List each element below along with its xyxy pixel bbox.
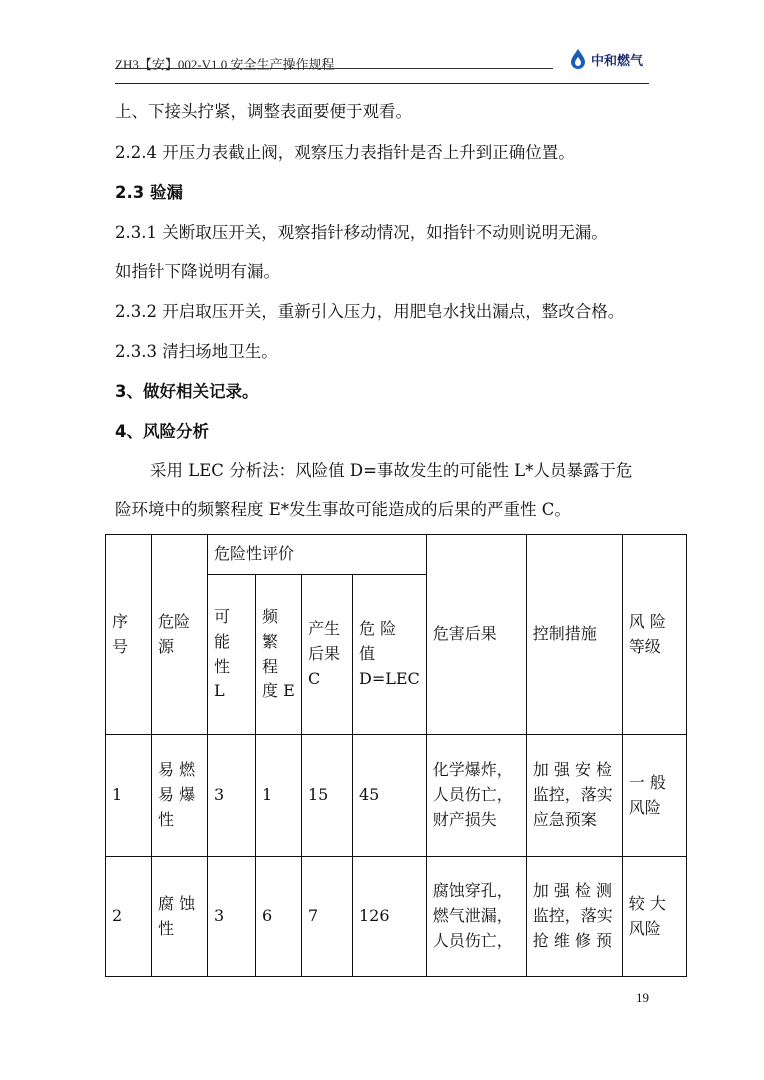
header-D: 危 险 值 D=LEC bbox=[353, 575, 427, 735]
paragraph-2: 2.2.4 开压力表截止阀，观察压力表指针是否上升到正确位置。 bbox=[115, 143, 575, 162]
cell-consequence: 化学爆炸， 人员伤亡， 财产损失 bbox=[426, 735, 526, 857]
paragraph-4: 如指针下降说明有漏。 bbox=[115, 262, 280, 281]
cell-level: 一 般 风险 bbox=[622, 735, 686, 857]
header-E: 频 繁 程 度 E bbox=[256, 575, 302, 735]
paragraph-7: 采用 LEC 分析法：风险值 D=事故发生的可能性 L*人员暴露于危 bbox=[150, 461, 633, 480]
cell-C: 15 bbox=[302, 735, 353, 857]
section-heading-3: 3、做好相关记录。 bbox=[115, 382, 259, 401]
header-eval-group: 危险性评价 bbox=[208, 535, 427, 575]
cell-consequence: 腐蚀穿孔， 燃气泄漏， 人员伤亡， bbox=[426, 857, 526, 977]
page-number: 19 bbox=[636, 990, 649, 1005]
cell-measures: 加 强 安 检 监控，落实 应急预案 bbox=[526, 735, 622, 857]
cell-C: 7 bbox=[302, 857, 353, 977]
header-underline bbox=[115, 68, 553, 69]
section-heading-2-3: 2.3 验漏 bbox=[115, 183, 183, 202]
cell-level: 较 大 风险 bbox=[622, 857, 686, 977]
header-level: 风 险 等级 bbox=[622, 535, 686, 735]
header-L: 可 能 性 L bbox=[208, 575, 256, 735]
header-consequence: 危害后果 bbox=[426, 535, 526, 735]
header-C: 产生 后果 C bbox=[302, 575, 353, 735]
paragraph-5: 2.3.2 开启取压开关，重新引入压力，用肥皂水找出漏点，整改合格。 bbox=[115, 302, 625, 321]
cell-seq: 1 bbox=[106, 735, 152, 857]
cell-L: 3 bbox=[208, 735, 256, 857]
risk-analysis-table bbox=[105, 534, 687, 977]
table-row bbox=[106, 857, 687, 977]
doc-code: ZH3【安】002-V1.0 安全生产操作规程 bbox=[115, 57, 335, 72]
header-hazard: 危险 源 bbox=[152, 535, 208, 735]
cell-D: 45 bbox=[353, 735, 427, 857]
cell-hazard: 腐 蚀 性 bbox=[152, 857, 208, 977]
cell-E: 6 bbox=[256, 857, 302, 977]
cell-E: 1 bbox=[256, 735, 302, 857]
paragraph-3: 2.3.1 关断取压开关，观察指针移动情况，如指针不动则说明无漏。 bbox=[115, 223, 608, 242]
header-measures: 控制措施 bbox=[526, 535, 622, 735]
paragraph-8: 险环境中的频繁程度 E*发生事故可能造成的后果的严重性 C。 bbox=[115, 500, 571, 519]
cell-D: 126 bbox=[353, 857, 427, 977]
paragraph-6: 2.3.3 清扫场地卫生。 bbox=[115, 342, 278, 361]
cell-seq: 2 bbox=[106, 857, 152, 977]
header-seq: 序 号 bbox=[106, 535, 152, 735]
header-rule bbox=[115, 83, 649, 84]
paragraph-1: 上、下接头拧紧，调整表面要便于观看。 bbox=[115, 102, 412, 121]
cell-hazard: 易 燃 易 爆 性 bbox=[152, 735, 208, 857]
flame-drop-icon bbox=[569, 48, 587, 70]
section-heading-4: 4、风险分析 bbox=[115, 422, 209, 441]
table-row bbox=[106, 735, 687, 857]
company-logo bbox=[569, 47, 655, 71]
cell-measures: 加 强 检 测 监控，落实 抢 维 修 预 bbox=[526, 857, 622, 977]
logo-text: 中和燃气 bbox=[591, 53, 644, 69]
cell-L: 3 bbox=[208, 857, 256, 977]
